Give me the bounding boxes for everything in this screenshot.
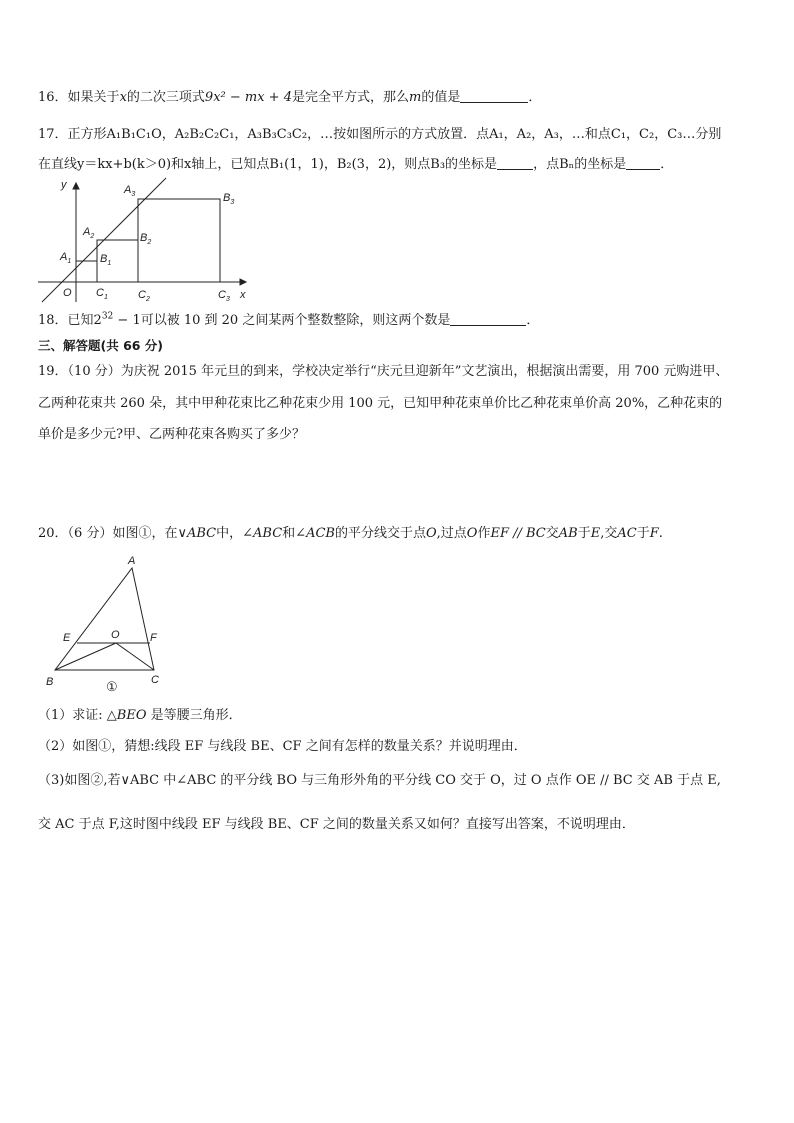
label-A: A [128,555,136,567]
segment-BO [55,643,116,670]
question-20-part2: （2）如图①，猜想:线段 EF 与线段 BE、CF 之间有怎样的数量关系？并说明理由． [38,739,527,754]
label-O: O [63,287,72,299]
q20-figure [40,552,180,697]
label-C2: $C_2$ [138,289,150,303]
section-heading: 三、解答题(共 66 分) [38,338,164,353]
question-16: 16．如果关于x的二次三项式9x² − mx + 4是完全平方式，那么m的值是 ． [38,90,542,105]
x-axis-arrow [240,279,246,285]
question-17-line1: 17．正方形A₁B₁C₁O，A₂B₂C₂C₁，A₃B₃C₃C₂，…按如图所示的方式放置．点A₁，A₂，A₃，…和点C₁，C₂，C₃…分别 [38,127,722,142]
answer-blank-bn[interactable] [626,155,660,170]
label-E: E [63,632,71,644]
figure-number: ① [106,679,118,694]
triangle-ABC [55,568,154,670]
question-20-part3-line2: 交 AC 于点 F,这时图中线段 EF 与线段 BE、CF 之间的数量关系又如何？直接写出答案，不说明理由． [38,817,635,832]
label-F: F [150,632,157,644]
label-C1: $C_1$ [96,287,108,301]
label-B1: $B_1$ [100,253,112,267]
label-B3: $B_3$ [223,192,235,206]
variable-m: m [409,90,422,105]
question-20-part3-line1: （3)如图②,若∨ABC 中∠ABC 的平分线 BO 与三角形外角的平分线 CO 交于 O，过 O 点作 OE // BC 交 AB 于点 E, [38,773,721,788]
variable-x: x [119,90,127,105]
label-C: C [151,674,159,686]
question-19-line1: 19．（10 分）为庆祝 2015 年元旦的到来，学校决定举行“庆元旦迎新年”文艺演出，根据演出需要，用 700 元购进甲、 [38,364,729,379]
label-A3: $A_3$ [124,184,136,198]
y-axis-arrow [73,183,79,189]
label-C3: $C_3$ [218,289,230,303]
answer-blank[interactable] [450,311,526,326]
answer-blank[interactable] [460,88,528,103]
q16-number: 16． [38,90,68,105]
label-B: B [46,676,54,688]
label-x: x [240,289,246,301]
question-20-part1: （1）求证: △BEO 是等腰三角形． [38,708,242,723]
segment-CO [116,643,154,670]
question-19-line3: 单价是多少元?甲、乙两种花束各购买了多少？ [38,427,305,442]
question-19-line2: 乙两种花束共 260 朵，其中甲种花束比乙种花束少用 100 元，已知甲种花束单价比乙种花束单价高 20%，乙种花束的 [38,396,723,411]
answer-blank-b3[interactable] [497,155,533,170]
question-18: 18．已知$2^{32} - 1$可以被 10 到 20 之间某两个整数整除，则这两个数是 ． [38,311,540,328]
q17-figure [34,175,264,305]
q18-power: $2^{32} - 1$ [93,311,141,328]
label-O: O [111,629,120,641]
label-A1: $A_1$ [60,251,72,265]
label-A2: $A_2$ [83,226,95,240]
question-20-line1: 20．（6 分）如图①，在∨ABC中，∠ABC和∠ACB的平分线交于点O,过点O作EF // BC交AB于E,交AC于F. [38,526,663,541]
q16-expression: 9x² − mx + 4 [204,90,292,105]
label-y: y [61,179,67,191]
label-B2: $B_2$ [140,232,152,246]
question-17-line2: 在直线y＝kx+b(k＞0)和x轴上，已知点B₁(1，1)，B₂(3，2)，则点B₃的坐标是 ，点Bₙ的坐标是 ． [38,157,674,172]
